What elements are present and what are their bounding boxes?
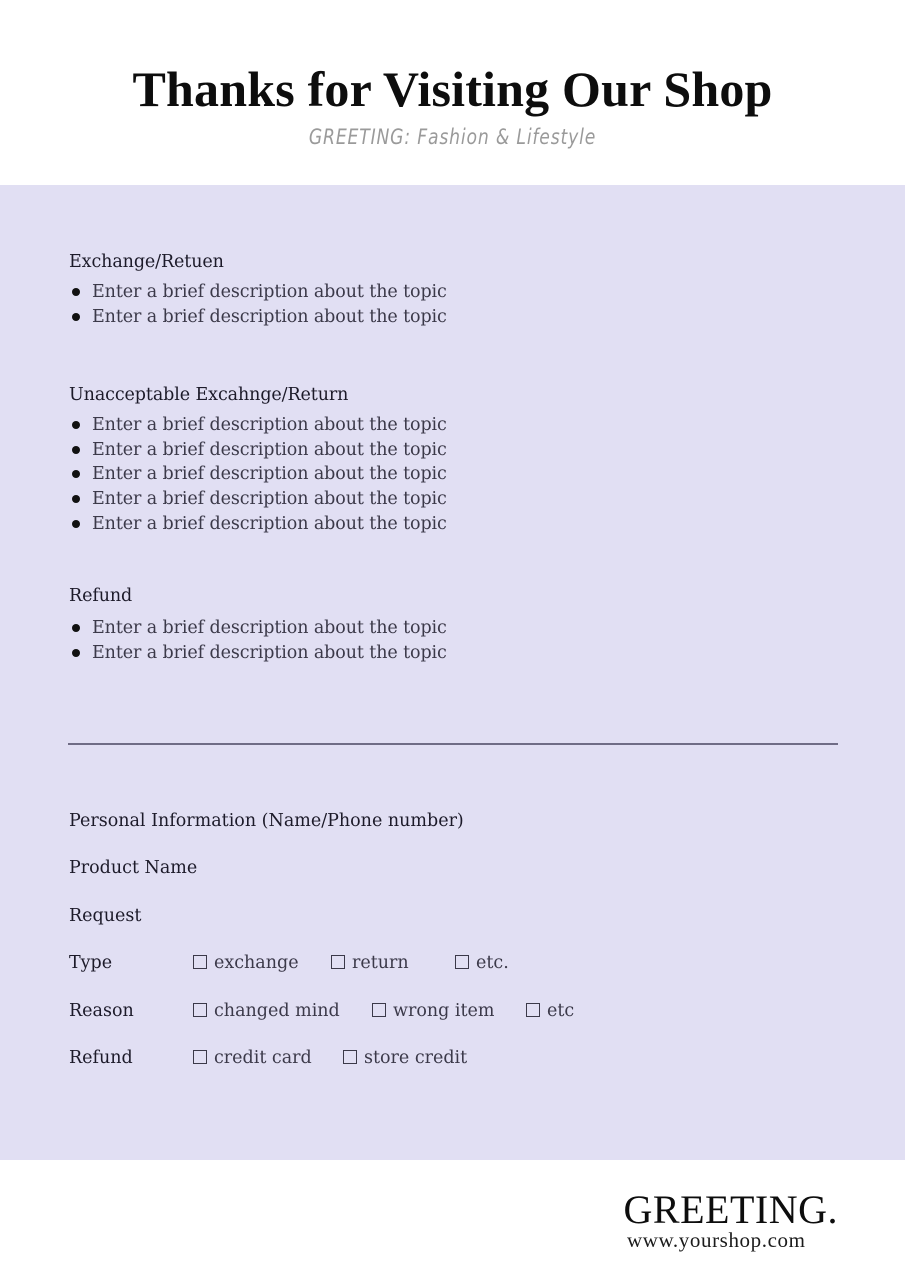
checkbox-wrong-item[interactable]: wrong item bbox=[372, 999, 495, 1023]
field-label: Personal Information (Name/Phone number) bbox=[69, 811, 464, 831]
checkbox-icon[interactable] bbox=[193, 955, 207, 969]
checkbox-icon[interactable] bbox=[526, 1003, 540, 1017]
list-item: Enter a brief description about the topic bbox=[69, 280, 569, 305]
field-product-name[interactable] bbox=[69, 856, 197, 880]
section-refund bbox=[69, 584, 569, 665]
bullet-list bbox=[69, 616, 569, 665]
section-heading: Unacceptable Excahnge/Return bbox=[69, 385, 349, 405]
field-label: Type bbox=[69, 953, 113, 973]
field-label: Product Name bbox=[69, 858, 198, 878]
checkbox-etc[interactable]: etc. bbox=[455, 951, 509, 975]
checkbox-icon[interactable] bbox=[372, 1003, 386, 1017]
list-item: Enter a brief description about the topic bbox=[69, 438, 569, 463]
bullet-icon bbox=[72, 495, 80, 503]
field-type bbox=[69, 951, 669, 975]
bullet-list bbox=[69, 280, 569, 329]
field-label: Request bbox=[69, 906, 142, 926]
section-divider bbox=[68, 743, 838, 745]
checkbox-icon[interactable] bbox=[193, 1050, 207, 1064]
bullet-icon bbox=[72, 421, 80, 429]
list-item: Enter a brief description about the topic bbox=[69, 616, 569, 641]
section-unacceptable-exchange-return bbox=[69, 383, 569, 537]
field-refund bbox=[69, 1046, 669, 1070]
section-heading: Exchange/Retuen bbox=[69, 252, 224, 272]
page-title: Thanks for Visiting Our Shop bbox=[132, 61, 773, 117]
bullet-icon bbox=[72, 288, 80, 296]
bullet-icon bbox=[72, 446, 80, 454]
checkbox-store-credit[interactable]: store credit bbox=[343, 1046, 467, 1070]
shop-url[interactable]: www.yourshop.com bbox=[627, 1228, 806, 1252]
bullet-icon bbox=[72, 624, 80, 632]
bullet-icon bbox=[72, 520, 80, 528]
list-item: Enter a brief description about the topic bbox=[69, 487, 569, 512]
list-item: Enter a brief description about the topic bbox=[69, 305, 569, 330]
checkbox-icon[interactable] bbox=[193, 1003, 207, 1017]
field-reason bbox=[69, 999, 669, 1023]
list-item: Enter a brief description about the topic bbox=[69, 641, 569, 666]
list-item: Enter a brief description about the topic bbox=[69, 462, 569, 487]
checkbox-changed-mind[interactable]: changed mind bbox=[193, 999, 340, 1023]
checkbox-exchange[interactable]: exchange bbox=[193, 951, 299, 975]
bullet-icon bbox=[72, 313, 80, 321]
checkbox-icon[interactable] bbox=[331, 955, 345, 969]
section-exchange-return bbox=[69, 250, 569, 329]
field-personal-information[interactable] bbox=[69, 809, 464, 833]
bullet-list bbox=[69, 413, 569, 537]
bullet-icon bbox=[72, 470, 80, 478]
checkbox-credit-card[interactable]: credit card bbox=[193, 1046, 312, 1070]
section-heading: Refund bbox=[69, 586, 133, 606]
field-label: Refund bbox=[69, 1048, 133, 1068]
checkbox-etc[interactable]: etc bbox=[526, 999, 574, 1023]
field-label: Reason bbox=[69, 1001, 134, 1021]
list-item: Enter a brief description about the topic bbox=[69, 512, 569, 537]
checkbox-icon[interactable] bbox=[343, 1050, 357, 1064]
checkbox-icon[interactable] bbox=[455, 955, 469, 969]
field-request[interactable] bbox=[69, 904, 141, 928]
bullet-icon bbox=[72, 649, 80, 657]
list-item: Enter a brief description about the topic bbox=[69, 413, 569, 438]
header bbox=[0, 0, 905, 185]
page-subtitle: GREETING: Fashion & Lifestyle bbox=[308, 125, 597, 149]
brand-logo: GREETING. bbox=[623, 1187, 838, 1232]
checkbox-return[interactable]: return bbox=[331, 951, 409, 975]
